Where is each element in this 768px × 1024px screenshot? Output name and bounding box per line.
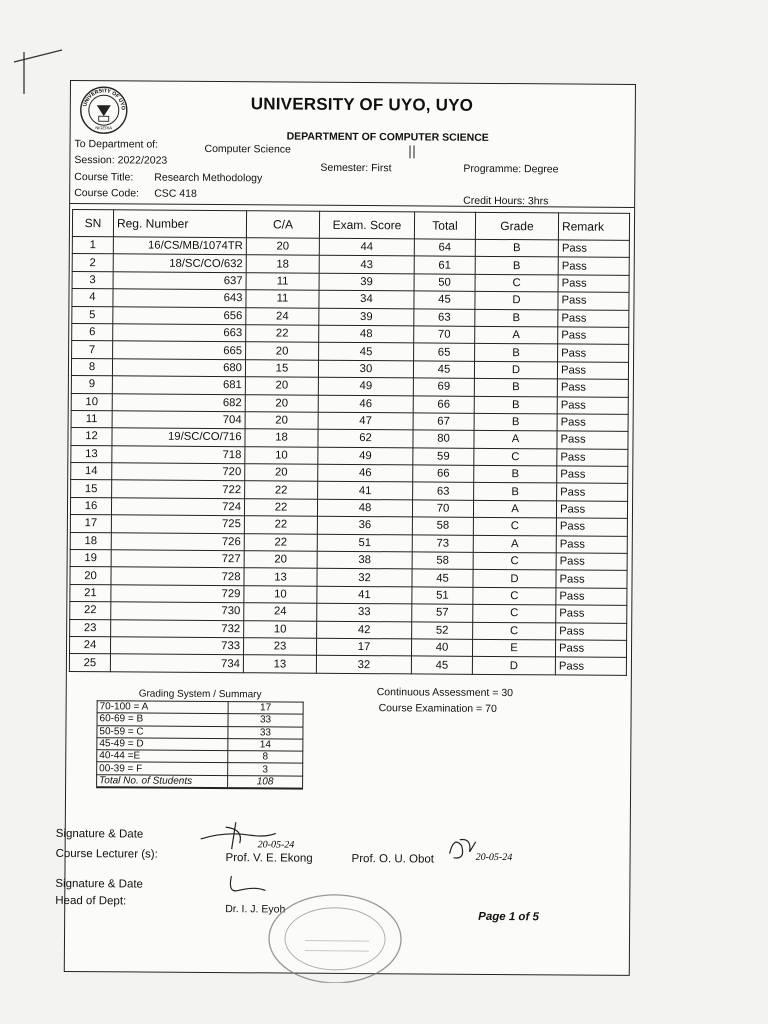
grade-count: 33 [228,714,303,727]
reg-number-cell: 16/CS/MB/1074TR [113,237,246,255]
ca-cell: 15 [245,359,318,377]
col-total: Total [414,212,475,239]
reg-number-cell: 727 [111,550,244,568]
remark-cell: Pass [557,466,628,484]
grade-cell: C [474,448,557,466]
reg-number-cell: 18/SC/CO/632 [113,254,246,272]
sn-cell: 19 [70,550,111,568]
remark-cell: Pass [556,605,627,623]
grade-cell: B [474,378,557,396]
session: Session: 2022/2023 [74,154,168,167]
reg-number-cell: 730 [111,602,244,620]
reg-number-cell: 722 [112,480,245,498]
lecturer-name-ekong: Prof. V. E. Ekong [225,852,313,865]
grade-cell: A [475,326,558,344]
sn-cell: 1 [72,237,113,255]
exam-score-cell: 36 [317,516,412,534]
logo-bottom-text: NIGERIA [95,125,112,131]
remark-cell: Pass [558,257,629,275]
page-indicator: Page 1 of 5 [478,910,539,924]
reg-number-cell: 665 [113,341,246,359]
exam-score-cell: 39 [319,273,414,291]
exam-score-cell: 32 [317,569,412,587]
total-cell: 59 [413,448,474,466]
exam-score-cell: 32 [316,656,411,674]
total-cell: 51 [412,587,473,605]
course-code-value: CSC 418 [154,187,197,200]
reg-number-cell: 733 [110,637,243,655]
total-cell: 73 [412,535,473,553]
remark-cell: Pass [556,570,627,588]
university-title: UNIVERSITY OF UYO, UYO [250,94,474,115]
exam-score-cell: 48 [319,325,414,343]
results-body [69,237,629,676]
exam-score-cell: 34 [319,290,414,308]
exam-score-cell: 30 [318,360,413,378]
ca-cell: 22 [244,499,317,517]
semester: Semester: First [320,161,392,175]
remark-cell: Pass [556,518,627,536]
grade-cell: B [475,239,558,257]
grade-cell: B [475,309,558,327]
total-students-label: Total No. of Students [97,774,228,788]
remark-cell: Pass [558,240,629,258]
continuous-assessment: Continuous Assessment = 30 [376,686,514,700]
course-title-label: Course Title: [74,171,134,184]
grade-cell: C [473,518,556,536]
total-cell: 58 [412,552,473,570]
remark-cell: Pass [557,396,628,414]
total-students-value: 108 [228,775,303,788]
header-divider [70,203,634,208]
reg-number-cell: 726 [111,532,244,550]
total-cell: 63 [413,482,474,500]
ca-cell: 13 [243,655,316,673]
sn-cell: 3 [72,271,113,289]
hod-signature-label: Signature & Date [55,877,144,891]
lecturer-2-signature-date: 20-05-24 [475,851,513,864]
sn-cell: 11 [71,410,112,428]
grade-cell: B [475,344,558,362]
ca-cell: 11 [246,290,319,308]
ca-cell: 20 [246,238,319,256]
reg-number-cell: 656 [113,306,246,324]
grade-cell: D [474,361,557,379]
reg-number-cell: 704 [112,411,245,429]
ca-cell: 24 [244,603,317,621]
table-row [69,654,626,675]
summary-row [97,738,303,752]
grade-cell: B [474,483,557,501]
reg-number-cell: 681 [112,376,245,394]
ca-cell: 24 [246,307,319,325]
department-stamp [265,882,406,983]
total-cell: 66 [413,465,474,483]
grade-cell: C [473,622,556,640]
total-cell: 80 [413,430,474,448]
sn-cell: 14 [71,463,112,481]
remark-cell: Pass [558,309,629,327]
head-of-dept-label: Head of Dept: [55,894,127,908]
exam-score-cell: 51 [317,534,412,552]
ca-cell: 10 [245,446,318,464]
summary-row [97,762,303,776]
total-cell: 64 [414,239,475,257]
summary-row [97,725,303,739]
reg-number-cell: 734 [110,654,243,672]
remark-cell: Pass [558,327,629,345]
summary-row [97,713,303,727]
exam-score-cell: 46 [318,464,413,482]
lecturer-signature-label: Signature & Date [55,827,144,841]
ca-cell: 10 [244,620,317,638]
course-lecturer-label: Course Lecturer (s): [55,847,158,861]
total-cell: 65 [414,343,475,361]
remark-cell: Pass [557,362,628,380]
exam-score-cell: 38 [317,551,412,569]
course-examination: Course Examination = 70 [378,702,497,715]
sn-cell: 5 [72,306,113,324]
ca-cell: 20 [245,377,318,395]
remark-cell: Pass [556,622,627,640]
remark-cell: Pass [556,536,627,554]
lecturer-name-obot: Prof. O. U. Obot [351,852,435,866]
results-table [69,209,630,676]
remark-cell: Pass [557,431,628,449]
sn-cell: 25 [69,654,110,672]
total-cell: 45 [414,291,475,309]
total-cell: 52 [412,621,473,639]
grade-cell: D [475,292,558,310]
total-cell: 61 [414,256,475,274]
summary-row [97,750,303,764]
grade-cell: B [474,465,557,483]
grade-cell: D [472,657,555,675]
col-remark: Remark [558,213,629,240]
remark-cell: Pass [555,657,626,675]
exam-score-cell: 41 [318,482,413,500]
to-department-value: Computer Science [204,142,291,156]
grade-cell: A [473,500,556,518]
grade-cell: C [473,605,556,623]
reg-number-cell: 663 [113,324,246,342]
logo-arc-text: UNIVERSITY OF UYO [82,88,126,111]
col-grade: Grade [475,212,558,240]
exam-score-cell: 47 [318,412,413,430]
reg-number-cell: 643 [113,289,246,307]
remark-cell: Pass [558,292,629,310]
grade-cell: C [473,552,556,570]
to-department-label: To Department of: [74,138,159,151]
grade-cell: C [473,587,556,605]
remark-cell: Pass [556,553,627,571]
grading-summary-table [96,700,304,790]
sn-cell: 7 [72,341,113,359]
exam-score-cell: 42 [317,621,412,639]
grade-cell: B [474,396,557,414]
grade-cell: B [474,413,557,431]
total-cell: 63 [414,308,475,326]
programme: Programme: Degree [463,162,559,176]
col-exam-score: Exam. Score [319,211,414,239]
ca-cell: 20 [245,394,318,412]
exam-score-cell: 48 [317,499,412,517]
exam-score-cell: 44 [319,238,414,256]
exam-score-cell: 62 [318,430,413,448]
remark-cell: Pass [557,449,628,467]
grade-cell: C [475,274,558,292]
ca-cell: 10 [244,586,317,604]
grade-cell: A [473,535,556,553]
sn-cell: 8 [71,358,112,376]
remark-cell: Pass [557,483,628,501]
grading-summary-title: Grading System / Summary [138,688,262,701]
ca-cell: 13 [244,568,317,586]
ca-cell: 23 [243,638,316,656]
results-header-row [72,210,629,241]
total-cell: 40 [411,639,472,657]
exam-score-cell: 49 [318,377,413,395]
sn-cell: 22 [70,602,111,620]
reg-number-cell: 728 [111,567,244,585]
reg-number-cell: 725 [111,515,244,533]
course-code-label: Course Code: [74,187,140,200]
sn-cell: 24 [69,636,110,654]
sn-cell: 9 [71,376,112,394]
exam-score-cell: 43 [319,256,414,274]
grade-count: 8 [228,751,303,764]
tick-mark [409,145,414,158]
department-title: DEPARTMENT OF COMPUTER SCIENCE [286,130,489,144]
total-cell: 57 [412,604,473,622]
summary-row [97,701,303,715]
lecturer-1-signature-date: 20-05-24 [257,839,295,851]
exam-score-cell: 39 [319,308,414,326]
col-reg-number: Reg. Number [113,210,246,238]
grade-range: 50-59 = C [97,725,228,738]
sn-cell: 20 [70,567,111,585]
sn-cell: 16 [70,497,111,515]
course-title-value: Research Methodology [154,171,263,185]
exam-score-cell: 41 [317,586,412,604]
grade-range: 40-44 =E [97,750,228,763]
lecturer-2-signature [445,834,555,871]
remark-cell: Pass [556,501,627,519]
total-cell: 69 [413,378,474,396]
sn-cell: 6 [72,323,113,341]
grade-cell: A [474,431,557,449]
total-cell: 66 [413,395,474,413]
sn-cell: 21 [70,584,111,602]
total-cell: 67 [413,413,474,431]
total-cell: 58 [412,517,473,535]
ca-cell: 22 [246,325,319,343]
sn-cell: 13 [71,445,112,463]
grade-range: 45-49 = D [97,738,228,751]
university-logo-icon [79,85,129,135]
lecturer-1-signature [196,817,306,858]
hod-name: Dr. I. J. Eyoh [225,903,286,916]
exam-score-cell: 17 [316,638,411,656]
col-sn: SN [72,210,113,237]
pen-mark [6,48,66,98]
reg-number-cell: 720 [112,463,245,481]
grade-count: 33 [228,726,303,739]
total-cell: 45 [412,569,473,587]
sn-cell: 4 [72,289,113,307]
reg-number-cell: 718 [112,445,245,463]
ca-cell: 20 [245,412,318,430]
ca-cell: 22 [244,516,317,534]
ca-cell: 20 [245,464,318,482]
remark-cell: Pass [558,344,629,362]
exam-score-cell: 46 [318,395,413,413]
reg-number-cell: 729 [111,585,244,603]
credit-hours: Credit Hours: 3hrs [463,194,549,208]
grade-count: 17 [228,702,303,715]
summary-body [97,701,304,789]
sn-cell: 18 [70,532,111,550]
reg-number-cell: 682 [112,393,245,411]
reg-number-cell: 637 [113,272,246,290]
exam-score-cell: 49 [318,447,413,465]
remark-cell: Pass [556,588,627,606]
result-sheet [55,80,636,976]
remark-cell: Pass [558,275,629,293]
ca-cell: 20 [244,551,317,569]
total-cell: 45 [413,361,474,379]
sn-cell: 17 [70,515,111,533]
grade-range: 00-39 = F [97,762,228,775]
remark-cell: Pass [555,640,626,658]
reg-number-cell: 724 [111,498,244,516]
ca-cell: 11 [246,273,319,291]
grade-count: 3 [228,763,303,776]
grade-range: 60-69 = B [97,713,228,726]
sn-cell: 12 [71,428,112,446]
reg-number-cell: 19/SC/CO/716 [112,428,245,446]
grade-cell: D [473,570,556,588]
summary-total-row [97,774,303,788]
sn-cell: 10 [71,393,112,411]
grade-range: 70-100 = A [97,701,228,714]
col-ca: C/A [246,211,319,239]
exam-score-cell: 33 [317,603,412,621]
total-cell: 45 [411,656,472,674]
reg-number-cell: 680 [112,359,245,377]
ca-cell: 22 [244,533,317,551]
grade-cell: B [475,257,558,275]
sn-cell: 23 [70,619,111,637]
reg-number-cell: 732 [111,619,244,637]
grade-count: 14 [228,739,303,752]
ca-cell: 18 [245,429,318,447]
exam-score-cell: 45 [319,343,414,361]
ca-cell: 18 [246,255,319,273]
sn-cell: 2 [72,254,113,272]
sn-cell: 15 [71,480,112,498]
total-cell: 70 [412,500,473,518]
remark-cell: Pass [557,414,628,432]
ca-cell: 20 [246,342,319,360]
remark-cell: Pass [557,379,628,397]
total-cell: 70 [414,326,475,344]
ca-cell: 22 [245,481,318,499]
total-cell: 50 [414,274,475,292]
grade-cell: E [472,639,555,657]
